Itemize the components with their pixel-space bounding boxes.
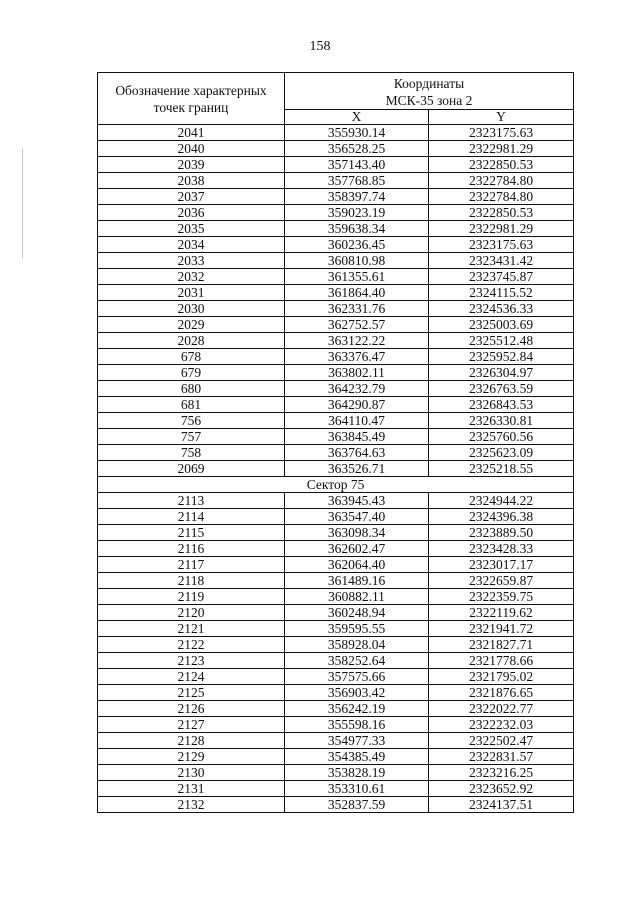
y-coordinate-cell: 2322850.53 <box>429 157 574 173</box>
x-coordinate-cell: 360236.45 <box>285 237 429 253</box>
point-header-line1: Обозначение характерных <box>115 82 267 98</box>
sector-row <box>98 477 574 493</box>
point-id-cell: 2124 <box>98 669 285 685</box>
x-coordinate-cell: 356242.19 <box>285 701 429 717</box>
sector-section <box>98 477 574 493</box>
x-column-header: X <box>285 110 429 125</box>
table-row <box>98 253 574 269</box>
point-column-header <box>98 73 285 125</box>
table-row <box>98 397 574 413</box>
point-id-cell: 678 <box>98 349 285 365</box>
y-coordinate-cell: 2326330.81 <box>429 413 574 429</box>
y-coordinate-cell: 2322784.80 <box>429 189 574 205</box>
point-id-cell: 2036 <box>98 205 285 221</box>
point-id-cell: 757 <box>98 429 285 445</box>
table-row <box>98 381 574 397</box>
y-coordinate-cell: 2324115.52 <box>429 285 574 301</box>
y-coordinate-cell: 2322502.47 <box>429 733 574 749</box>
x-coordinate-cell: 364232.79 <box>285 381 429 397</box>
x-coordinate-cell: 362064.40 <box>285 557 429 573</box>
point-id-cell: 2132 <box>98 797 285 813</box>
x-coordinate-cell: 358397.74 <box>285 189 429 205</box>
y-coordinate-cell: 2325623.09 <box>429 445 574 461</box>
table-row <box>98 541 574 557</box>
table-row <box>98 301 574 317</box>
point-id-cell: 2129 <box>98 749 285 765</box>
x-coordinate-cell: 363526.71 <box>285 461 429 477</box>
x-coordinate-cell: 359595.55 <box>285 621 429 637</box>
x-coordinate-cell: 363547.40 <box>285 509 429 525</box>
y-coordinate-cell: 2323428.33 <box>429 541 574 557</box>
y-coordinate-cell: 2324396.38 <box>429 509 574 525</box>
x-coordinate-cell: 361864.40 <box>285 285 429 301</box>
x-coordinate-cell: 362752.57 <box>285 317 429 333</box>
table-body-part1 <box>98 125 574 477</box>
y-coordinate-cell: 2322784.80 <box>429 173 574 189</box>
point-id-cell: 679 <box>98 365 285 381</box>
table-row <box>98 605 574 621</box>
x-coordinate-cell: 362331.76 <box>285 301 429 317</box>
point-id-cell: 2033 <box>98 253 285 269</box>
point-id-cell: 758 <box>98 445 285 461</box>
point-header-line2: точек границ <box>153 99 229 115</box>
table-row <box>98 237 574 253</box>
y-coordinate-cell: 2323175.63 <box>429 125 574 141</box>
table-row <box>98 445 574 461</box>
y-coordinate-cell: 2322659.87 <box>429 573 574 589</box>
x-coordinate-cell: 362602.47 <box>285 541 429 557</box>
x-coordinate-cell: 364290.87 <box>285 397 429 413</box>
x-coordinate-cell: 355598.16 <box>285 717 429 733</box>
point-id-cell: 2035 <box>98 221 285 237</box>
table-row <box>98 221 574 237</box>
table-body-part2 <box>98 493 574 813</box>
table-row <box>98 461 574 477</box>
x-coordinate-cell: 360882.11 <box>285 589 429 605</box>
y-coordinate-cell: 2326763.59 <box>429 381 574 397</box>
point-id-cell: 2069 <box>98 461 285 477</box>
point-id-cell: 680 <box>98 381 285 397</box>
table-row <box>98 669 574 685</box>
x-coordinate-cell: 358252.64 <box>285 653 429 669</box>
point-id-cell: 2131 <box>98 781 285 797</box>
y-coordinate-cell: 2325952.84 <box>429 349 574 365</box>
point-id-cell: 2119 <box>98 589 285 605</box>
coordinates-header <box>285 73 574 110</box>
y-coordinate-cell: 2321827.71 <box>429 637 574 653</box>
y-coordinate-cell: 2322831.57 <box>429 749 574 765</box>
x-coordinate-cell: 364110.47 <box>285 413 429 429</box>
x-coordinate-cell: 363376.47 <box>285 349 429 365</box>
x-coordinate-cell: 354977.33 <box>285 733 429 749</box>
table-row <box>98 509 574 525</box>
y-coordinate-cell: 2322119.62 <box>429 605 574 621</box>
y-column-header: Y <box>429 110 574 125</box>
y-coordinate-cell: 2326843.53 <box>429 397 574 413</box>
y-coordinate-cell: 2321778.66 <box>429 653 574 669</box>
y-coordinate-cell: 2322232.03 <box>429 717 574 733</box>
y-coordinate-cell: 2322850.53 <box>429 205 574 221</box>
point-id-cell: 2039 <box>98 157 285 173</box>
point-id-cell: 2121 <box>98 621 285 637</box>
y-coordinate-cell: 2321876.65 <box>429 685 574 701</box>
coordinates-table <box>97 72 574 813</box>
table-row <box>98 269 574 285</box>
y-coordinate-cell: 2321941.72 <box>429 621 574 637</box>
y-coordinate-cell: 2325512.48 <box>429 333 574 349</box>
point-id-cell: 2123 <box>98 653 285 669</box>
point-id-cell: 2117 <box>98 557 285 573</box>
sector-label: Сектор 75 <box>98 477 574 493</box>
x-coordinate-cell: 356528.25 <box>285 141 429 157</box>
y-coordinate-cell: 2323017.17 <box>429 557 574 573</box>
x-coordinate-cell: 363098.34 <box>285 525 429 541</box>
x-coordinate-cell: 359638.34 <box>285 221 429 237</box>
table-row <box>98 781 574 797</box>
point-id-cell: 2034 <box>98 237 285 253</box>
point-id-cell: 2032 <box>98 269 285 285</box>
page-number: 158 <box>309 39 331 54</box>
y-coordinate-cell: 2323745.87 <box>429 269 574 285</box>
margin-scan-mark <box>22 148 23 258</box>
header-row-top <box>98 73 574 110</box>
y-coordinate-cell: 2321795.02 <box>429 669 574 685</box>
coords-header-line1: Координаты <box>393 76 465 91</box>
x-coordinate-cell: 357575.66 <box>285 669 429 685</box>
table-row <box>98 157 574 173</box>
y-coordinate-cell: 2322981.29 <box>429 141 574 157</box>
y-coordinate-cell: 2323652.92 <box>429 781 574 797</box>
point-id-cell: 2118 <box>98 573 285 589</box>
x-coordinate-cell: 363122.22 <box>285 333 429 349</box>
table-row <box>98 797 574 813</box>
y-coordinate-cell: 2322359.75 <box>429 589 574 605</box>
table-row <box>98 557 574 573</box>
table-row <box>98 189 574 205</box>
point-id-cell: 2120 <box>98 605 285 621</box>
point-id-cell: 2115 <box>98 525 285 541</box>
point-id-cell: 756 <box>98 413 285 429</box>
y-coordinate-cell: 2326304.97 <box>429 365 574 381</box>
x-coordinate-cell: 361355.61 <box>285 269 429 285</box>
table-row <box>98 349 574 365</box>
point-id-cell: 2041 <box>98 125 285 141</box>
table-row <box>98 141 574 157</box>
y-coordinate-cell: 2325760.56 <box>429 429 574 445</box>
y-coordinate-cell: 2324536.33 <box>429 301 574 317</box>
point-id-cell: 2126 <box>98 701 285 717</box>
y-coordinate-cell: 2324944.22 <box>429 493 574 509</box>
x-coordinate-cell: 361489.16 <box>285 573 429 589</box>
table-row <box>98 205 574 221</box>
table-row <box>98 317 574 333</box>
table-row <box>98 749 574 765</box>
x-coordinate-cell: 358928.04 <box>285 637 429 653</box>
point-id-cell: 2127 <box>98 717 285 733</box>
y-coordinate-cell: 2323889.50 <box>429 525 574 541</box>
point-id-cell: 2113 <box>98 493 285 509</box>
table-row <box>98 573 574 589</box>
x-coordinate-cell: 360810.98 <box>285 253 429 269</box>
point-id-cell: 2031 <box>98 285 285 301</box>
point-id-cell: 2030 <box>98 301 285 317</box>
table-row <box>98 285 574 301</box>
x-coordinate-cell: 352837.59 <box>285 797 429 813</box>
x-coordinate-cell: 363764.63 <box>285 445 429 461</box>
x-coordinate-cell: 357143.40 <box>285 157 429 173</box>
y-coordinate-cell: 2323216.25 <box>429 765 574 781</box>
x-coordinate-cell: 353310.61 <box>285 781 429 797</box>
x-coordinate-cell: 354385.49 <box>285 749 429 765</box>
table-row <box>98 733 574 749</box>
x-coordinate-cell: 353828.19 <box>285 765 429 781</box>
point-id-cell: 2028 <box>98 333 285 349</box>
point-id-cell: 2029 <box>98 317 285 333</box>
table-row <box>98 333 574 349</box>
table-row <box>98 413 574 429</box>
y-coordinate-cell: 2322022.77 <box>429 701 574 717</box>
table-row <box>98 493 574 509</box>
table-row <box>98 125 574 141</box>
x-coordinate-cell: 360248.94 <box>285 605 429 621</box>
table-row <box>98 525 574 541</box>
point-id-cell: 2122 <box>98 637 285 653</box>
x-coordinate-cell: 356903.42 <box>285 685 429 701</box>
table-row <box>98 621 574 637</box>
x-coordinate-cell: 363945.43 <box>285 493 429 509</box>
point-id-cell: 2125 <box>98 685 285 701</box>
x-coordinate-cell: 363845.49 <box>285 429 429 445</box>
table-row <box>98 589 574 605</box>
y-coordinate-cell: 2323431.42 <box>429 253 574 269</box>
table-row <box>98 173 574 189</box>
table-row <box>98 365 574 381</box>
table-row <box>98 653 574 669</box>
table-row <box>98 429 574 445</box>
y-coordinate-cell: 2322981.29 <box>429 221 574 237</box>
x-coordinate-cell: 355930.14 <box>285 125 429 141</box>
point-id-cell: 2116 <box>98 541 285 557</box>
table-row <box>98 685 574 701</box>
y-coordinate-cell: 2324137.51 <box>429 797 574 813</box>
point-id-cell: 2128 <box>98 733 285 749</box>
point-id-cell: 2130 <box>98 765 285 781</box>
coords-header-line2: МСК-35 зона 2 <box>385 93 473 108</box>
table-row <box>98 637 574 653</box>
y-coordinate-cell: 2325003.69 <box>429 317 574 333</box>
y-coordinate-cell: 2325218.55 <box>429 461 574 477</box>
x-coordinate-cell: 357768.85 <box>285 173 429 189</box>
y-coordinate-cell: 2323175.63 <box>429 237 574 253</box>
point-id-cell: 2114 <box>98 509 285 525</box>
point-id-cell: 681 <box>98 397 285 413</box>
point-id-cell: 2037 <box>98 189 285 205</box>
table-row <box>98 765 574 781</box>
table-row <box>98 701 574 717</box>
x-coordinate-cell: 363802.11 <box>285 365 429 381</box>
table-row <box>98 717 574 733</box>
x-coordinate-cell: 359023.19 <box>285 205 429 221</box>
point-id-cell: 2040 <box>98 141 285 157</box>
point-id-cell: 2038 <box>98 173 285 189</box>
